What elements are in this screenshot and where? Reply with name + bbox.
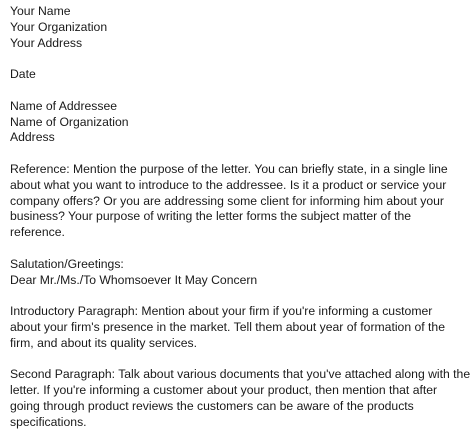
second-line: letter. If you're informing a customer about your product, then mention that after <box>10 383 438 398</box>
reference-line: reference. <box>10 225 65 240</box>
intro-line: Introductory Paragraph: Mention about your firm if you're informing a customer <box>10 304 433 319</box>
addressee-block <box>10 99 466 146</box>
sender-name: Your Name <box>10 4 71 18</box>
second-line: Second Paragraph: Talk about various documents that you've attached along with the <box>10 367 471 382</box>
spacer <box>10 146 466 162</box>
intro-line: firm, and about its quality services. <box>10 335 197 350</box>
second-paragraph <box>10 367 471 430</box>
spacer <box>10 51 466 67</box>
sender-address: Your Address <box>10 35 83 50</box>
reference-line: about what you want to introduce to the addressee. Is it a product or service your <box>10 177 447 192</box>
salutation-block <box>10 257 466 289</box>
second-line: specifications. <box>10 414 87 429</box>
salutation-text: Dear Mr./Ms./To Whomsoever It May Concern <box>10 272 258 287</box>
addressee-address: Address <box>10 130 55 145</box>
spacer <box>10 83 466 99</box>
reference-line: business? Your purpose of writing the letter forms the subject matter of the <box>10 209 412 224</box>
reference-paragraph <box>10 162 466 241</box>
reference-line: Reference: Mention the purpose of the letter. You can briefly state, in a single line <box>10 161 448 176</box>
spacer <box>10 288 466 304</box>
addressee-name: Name of Addressee <box>10 98 118 113</box>
reference-line: company offers? Or you are addressing some client for informing him about your <box>10 193 444 208</box>
spacer <box>10 352 466 368</box>
date-line: Date <box>10 67 36 82</box>
second-line: going through product reviews the customers can be aware of the products <box>10 398 414 413</box>
addressee-organization: Name of Organization <box>10 114 129 129</box>
sender-organization: Your Organization <box>10 19 108 34</box>
spacer <box>10 241 466 257</box>
introductory-paragraph <box>10 304 466 351</box>
intro-line: about your firm's presence in the market. Tell them about year of formation of the <box>10 319 445 334</box>
sender-block <box>10 4 466 51</box>
salutation-label: Salutation/Greetings: <box>10 256 124 271</box>
